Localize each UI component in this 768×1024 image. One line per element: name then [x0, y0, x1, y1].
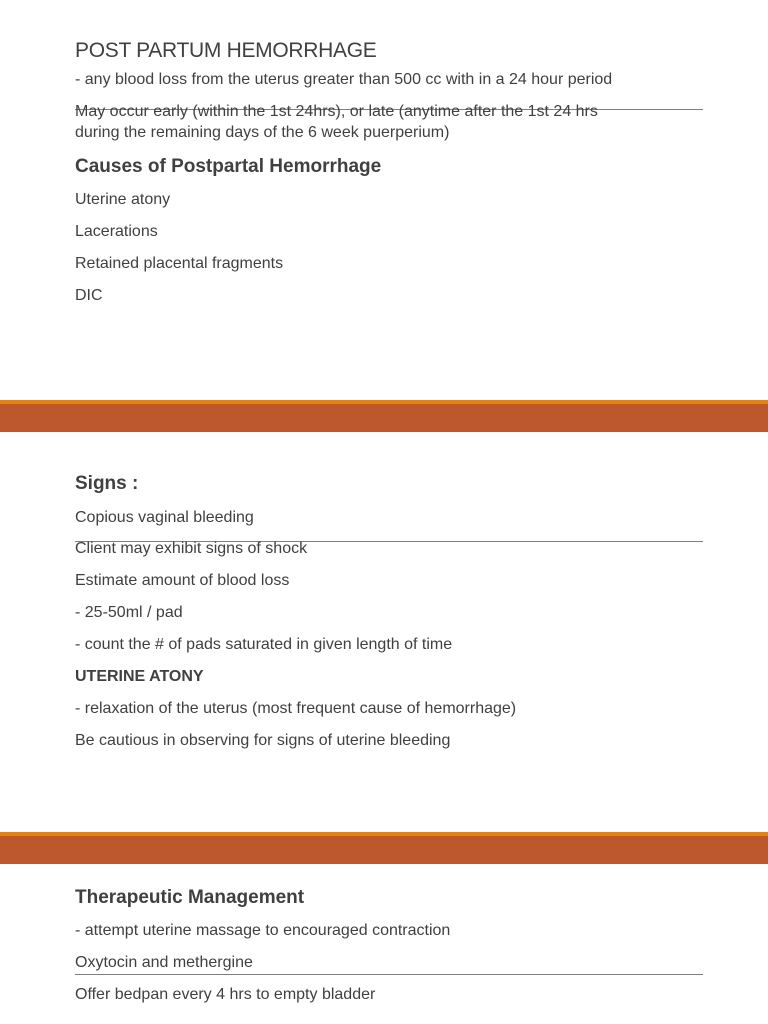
- list-item: Copious vaginal bleeding: [75, 509, 254, 526]
- list-item: - count the # of pads saturated in given length of time: [75, 636, 453, 653]
- timing-line-1: May occur early (within the 1st 24hrs), or late (anytime after the 1st 24 hrs: [75, 103, 598, 120]
- band-accent-stripe: [0, 400, 768, 404]
- list-item: Be cautious in observing for signs of uterine bleeding: [75, 732, 451, 749]
- causes-heading: Causes of Postpartal Hemorrhage: [75, 156, 382, 177]
- slide-separator-band: [0, 400, 768, 432]
- slide-separator-band: [0, 832, 768, 864]
- list-item: Estimate amount of blood loss: [75, 572, 290, 589]
- list-item: Uterine atony: [75, 191, 171, 208]
- divider-rule: [75, 974, 703, 975]
- band-accent-stripe: [0, 832, 768, 836]
- list-item: Offer bedpan every 4 hrs to empty bladder: [75, 986, 376, 1003]
- uterine-atony-subheading: UTERINE ATONY: [75, 668, 204, 685]
- list-item: Client may exhibit signs of shock: [75, 540, 308, 557]
- timing-line-2: during the remaining days of the 6 week puerperium): [75, 124, 450, 141]
- management-heading: Therapeutic Management: [75, 887, 305, 908]
- list-item: - relaxation of the uterus (most frequent cause of hemorrhage): [75, 700, 517, 717]
- list-item: Retained placental fragments: [75, 255, 284, 272]
- list-item: Lacerations: [75, 223, 158, 240]
- list-item: Oxytocin and methergine: [75, 954, 253, 971]
- list-item: - attempt uterine massage to encouraged contraction: [75, 922, 451, 939]
- list-item: DIC: [75, 287, 103, 304]
- definition-line: - any blood loss from the uterus greater than 500 cc with in a 24 hour period: [75, 71, 613, 88]
- signs-heading: Signs :: [75, 473, 139, 494]
- page-title: POST PARTUM HEMORRHAGE: [75, 39, 377, 62]
- list-item: - 25-50ml / pad: [75, 604, 183, 621]
